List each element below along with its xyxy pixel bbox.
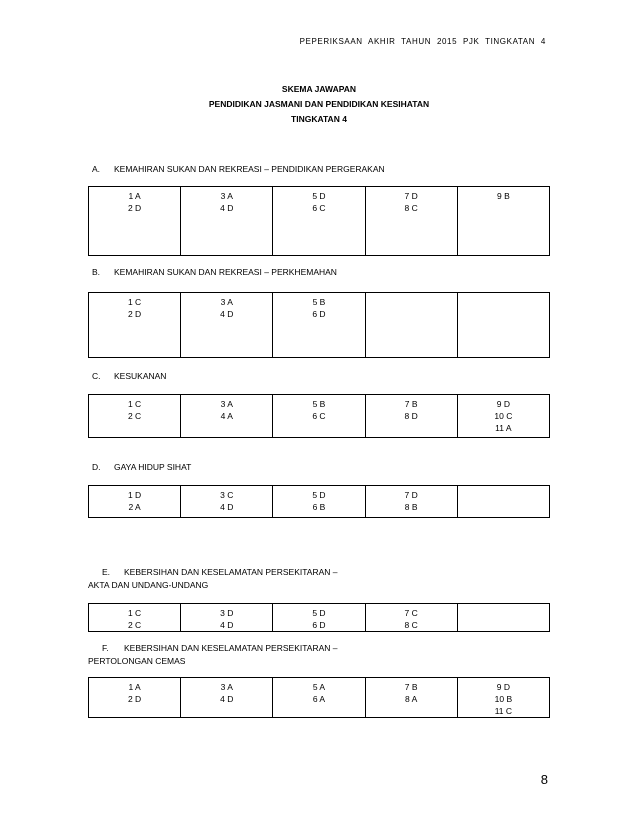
section-e-heading [88,566,388,592]
answer-entry: 7 B [404,682,418,692]
answer-entry: 4 D [220,502,234,512]
answer-entry: 11 C [494,706,513,716]
section-b-heading [92,266,337,279]
answer-cell [181,293,273,358]
answer-entry: 9 B [496,191,510,201]
answer-entry: 5 D [312,490,326,500]
answer-entry: 3 A [220,682,233,692]
answer-entry: 1 A [128,191,141,201]
answer-cell [89,293,181,358]
answer-entry: 6 D [312,309,326,319]
answer-entry: 7 B [404,399,418,409]
section-b-answer-table [88,292,550,358]
answer-entry: 8 C [404,620,418,630]
section-d-title: GAYA HIDUP SIHAT [114,462,192,472]
answer-entry: 4 D [220,203,234,213]
answer-entry: 3 A [220,297,233,307]
answer-entry: 6 A [312,694,326,704]
section-a-heading [92,163,385,176]
answer-entry: 6 C [312,411,326,421]
answer-cell [181,486,273,518]
answer-cell [273,293,365,358]
answer-cell [457,293,549,358]
section-f-title-line-1: KEBERSIHAN DAN KESELAMATAN PERSEKITARAN – [124,643,338,653]
answer-entry: 3 A [220,191,233,201]
answer-cell [181,604,273,632]
answer-entry: 1 A [128,682,141,692]
title-block [0,82,638,127]
section-a-title: KEMAHIRAN SUKAN DAN REKREASI – PENDIDIKAN PERGERAKAN [114,164,385,174]
answer-cell [89,604,181,632]
answer-entry: 5 D [312,191,326,201]
section-b-title: KEMAHIRAN SUKAN DAN REKREASI – PERKHEMAHAN [114,267,337,277]
section-d-answer-table [88,485,550,518]
answer-entry: 2 D [127,694,142,704]
section-f-answer-table [88,677,550,718]
answer-cell [181,678,273,718]
section-f-heading [88,642,388,668]
section-a-letter: A. [92,164,101,174]
answer-entry: 2 C [127,411,142,421]
answer-entry: 1 C [127,399,142,409]
answer-cell [365,678,457,718]
title-line-3: TINGKATAN 4 [291,114,347,124]
answer-cell [273,395,365,438]
answer-entry: 4 D [220,694,234,704]
answer-entry: 5 A [312,682,326,692]
answer-entry: 7 D [404,191,418,201]
section-c-heading [92,370,166,383]
section-c-letter: C. [92,371,101,381]
answer-entry: 8 A [405,694,418,704]
answer-entry: 8 C [404,203,418,213]
answer-entry: 3 D [220,608,234,618]
answer-entry: 9 D [496,399,510,409]
section-e-title-line-1: KEBERSIHAN DAN KESELAMATAN PERSEKITARAN – [124,567,338,577]
answer-cell [365,604,457,632]
answer-entry: 4 D [220,620,234,630]
section-f-title-line-2: PERTOLONGAN CEMAS [88,656,186,666]
answer-entry: 1 D [127,490,142,500]
answer-cell [181,187,273,256]
answer-entry: 8 B [404,502,418,512]
answer-entry: 2 D [127,309,142,319]
answer-entry: 4 D [220,309,234,319]
title-line-2: PENDIDIKAN JASMANI DAN PENDIDIKAN KESIHATAN [208,99,430,109]
answer-cell [365,293,457,358]
section-c-title: KESUKANAN [114,371,167,381]
answer-entry: 3 C [220,490,234,500]
answer-entry: 10 C [494,411,513,421]
answer-entry: 2 C [127,620,142,630]
answer-cell [89,678,181,718]
section-d-letter: D. [92,462,101,472]
section-b-letter: B. [92,267,101,277]
answer-cell [365,486,457,518]
answer-entry: 4 A [220,411,233,421]
answer-cell [89,486,181,518]
answer-entry: 5 B [312,297,326,307]
answer-cell [457,604,549,632]
answer-entry: 3 A [220,399,233,409]
title-line-1: SKEMA JAWAPAN [281,84,357,94]
answer-entry: 1 C [127,608,142,618]
answer-entry: 5 D [312,608,326,618]
page-number: 8 [540,772,548,787]
answer-entry: 2 A [128,502,141,512]
answer-entry: 9 D [496,682,510,692]
section-d-heading [92,461,191,474]
answer-cell [457,395,549,438]
section-f-letter: F. [102,643,109,653]
answer-entry: 11 A [495,423,512,433]
answer-entry: 8 D [404,411,418,421]
answer-entry: 1 C [127,297,142,307]
answer-cell [273,678,365,718]
answer-entry: 7 D [404,490,418,500]
answer-entry: 6 B [312,502,326,512]
section-e-title-line-2: AKTA DAN UNDANG-UNDANG [88,580,209,590]
answer-cell [89,187,181,256]
answer-cell [457,187,549,256]
section-e-answer-table [88,603,550,632]
answer-cell [457,678,549,718]
answer-cell [365,395,457,438]
answer-cell [457,486,549,518]
answer-entry: 5 B [312,399,326,409]
answer-cell [273,604,365,632]
section-a-answer-table [88,186,550,256]
answer-cell [273,187,365,256]
answer-cell [365,187,457,256]
section-e-letter: E. [102,567,111,577]
answer-entry: 2 D [127,203,142,213]
answer-entry: 6 D [312,620,326,630]
answer-cell [89,395,181,438]
running-header: PEPERIKSAAN AKHIR TAHUN 2015 PJK TINGKATAN 4 [299,37,546,46]
section-c-answer-table [88,394,550,438]
answer-entry: 10 B [494,694,513,704]
answer-cell [181,395,273,438]
answer-cell [273,486,365,518]
answer-entry: 6 C [312,203,326,213]
answer-entry: 7 C [404,608,418,618]
